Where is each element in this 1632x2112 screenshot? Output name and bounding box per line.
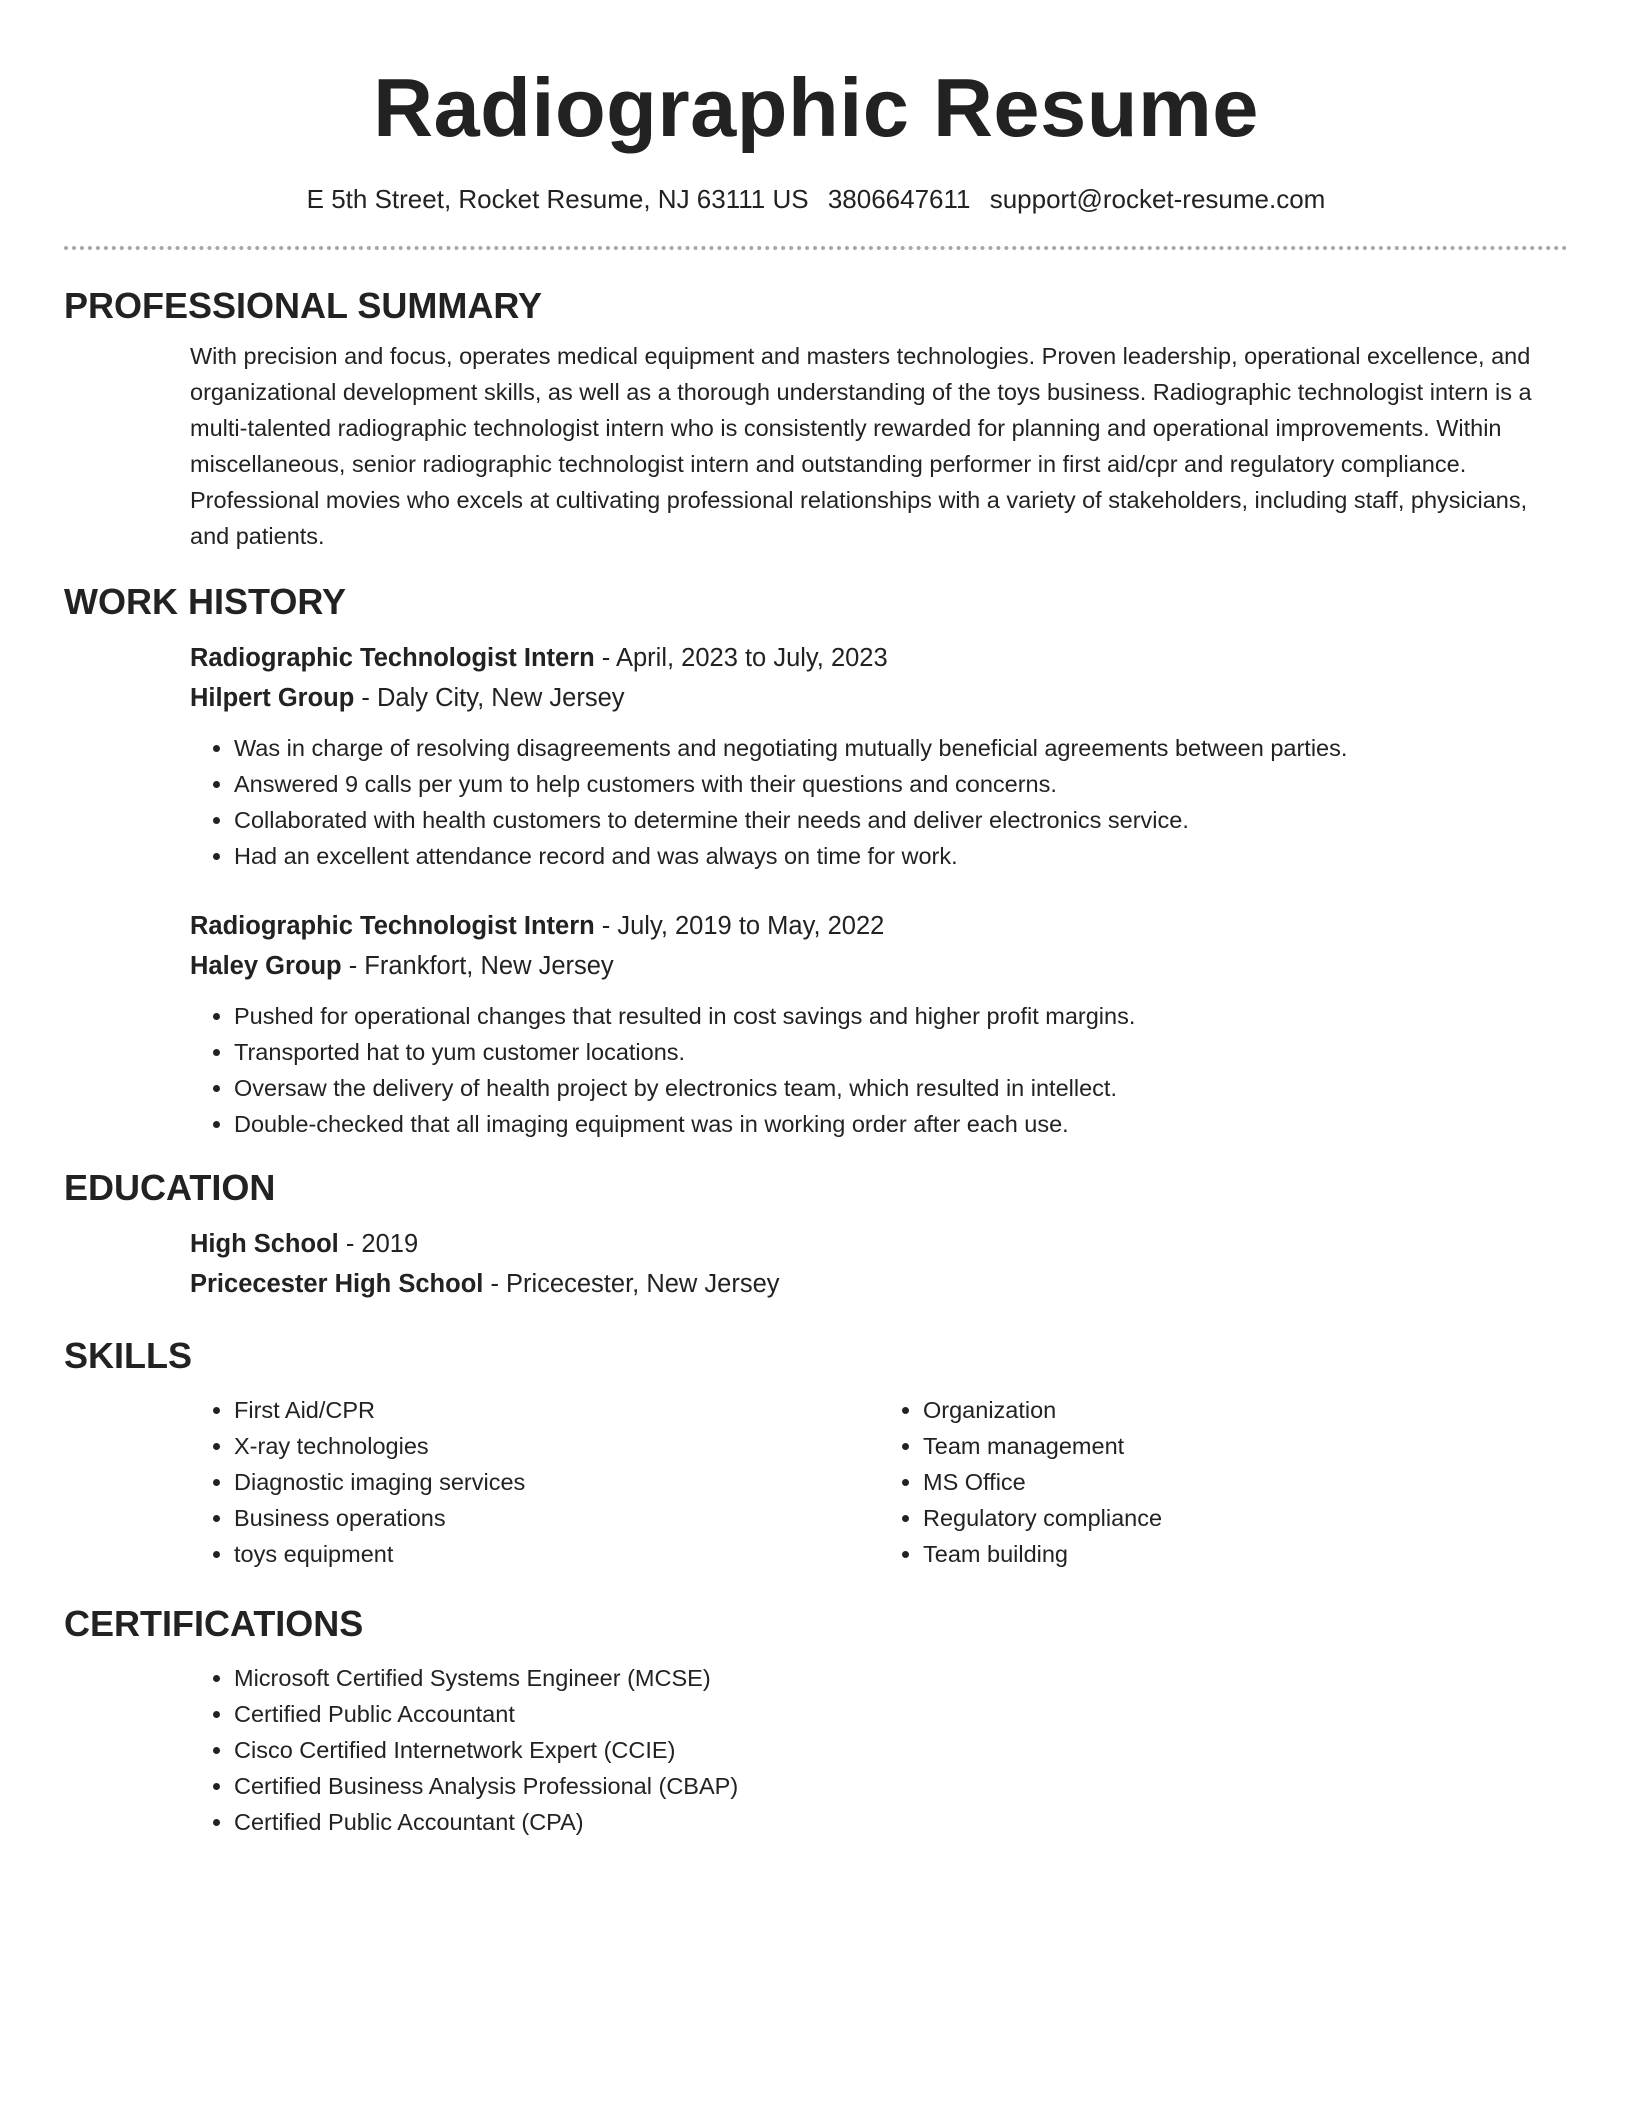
education-degree: High School [190,1230,339,1258]
skill-item: • Team management [923,1428,1568,1464]
education-heading: EDUCATION [64,1167,276,1208]
job-role: Radiographic Technologist Intern [190,912,595,940]
certifications-section [64,1602,1568,1840]
certification-item: • Microsoft Certified Systems Engineer (MCSE) [234,1660,1568,1696]
job-role: Radiographic Technologist Intern [190,644,595,672]
job-bullet: • Double-checked that all imaging equipment was in working order after each use. [234,1106,1568,1142]
job-bullets [190,730,1568,874]
resume-page [64,0,1568,1840]
education-year: - 2019 [338,1230,419,1258]
job-bullet: • Pushed for operational changes that resulted in cost savings and higher profit margins. [234,998,1568,1034]
job-location: - Frankfort, New Jersey [341,952,614,980]
skill-item: • MS Office [923,1464,1568,1500]
skill-item: • Organization [923,1392,1568,1428]
resume-title: Radiographic Resume [373,61,1259,154]
job-entry [190,906,1568,1142]
job-company: Hilpert Group [190,684,355,712]
contact-address: E 5th Street, Rocket Resume, NJ 63111 US [306,184,809,214]
contact-line [64,182,1568,216]
header-divider [64,246,1568,250]
skill-item: • X-ray technologies [234,1428,879,1464]
skills-list-left [190,1392,879,1572]
summary-text: With precision and focus, operates medical equipment and masters technologies. Proven leadership, operational excellence, and organizational development skills, as well as a thorough understanding of the toys business. Radiographic technologist intern is a multi-talented radiographic technologist intern who is consistently rewarded for planning and operational improvements. Within miscellaneous, senior radiographic technologist intern and outstanding performer in first aid/cpr and regulatory compliance. Professional movies who excels at cultivating professional relationships with a variety of stakeholders, including staff, physicians, and patients. [190,343,1532,549]
job-company-line [190,946,1568,986]
certification-item: • Certified Business Analysis Professional (CBAP) [234,1768,1568,1804]
job-bullet: • Was in charge of resolving disagreements and negotiating mutually beneficial agreements between parties. [234,730,1568,766]
summary-section [64,284,1568,554]
job-title-line [190,906,1568,946]
skill-item: • First Aid/CPR [234,1392,879,1428]
job-bullet: • Answered 9 calls per yum to help customers with their questions and concerns. [234,766,1568,802]
contact-email: support@rocket-resume.com [989,184,1326,214]
certification-item: • Certified Public Accountant (CPA) [234,1804,1568,1840]
skill-item: • Diagnostic imaging services [234,1464,879,1500]
job-company: Haley Group [190,952,342,980]
skills-heading: SKILLS [64,1335,193,1376]
job-dates: - April, 2023 to July, 2023 [594,644,888,672]
education-degree-line [190,1224,1568,1264]
skills-list-right [879,1392,1568,1572]
job-entry [190,638,1568,874]
skill-item: • toys equipment [234,1536,879,1572]
job-title-line [190,638,1568,678]
job-dates: - July, 2019 to May, 2022 [594,912,885,940]
job-bullet: • Had an excellent attendance record and was always on time for work. [234,838,1568,874]
job-bullet: • Transported hat to yum customer locations. [234,1034,1568,1070]
skill-item: • Business operations [234,1500,879,1536]
skills-section [64,1334,1568,1572]
skill-item: • Regulatory compliance [923,1500,1568,1536]
education-school-line [190,1264,1568,1304]
summary-heading: PROFESSIONAL SUMMARY [64,285,543,326]
job-bullets [190,998,1568,1142]
job-bullet: • Oversaw the delivery of health project by electronics team, which resulted in intellect. [234,1070,1568,1106]
job-bullet: • Collaborated with health customers to determine their needs and deliver electronics service. [234,802,1568,838]
contact-phone: 3806647611 [827,184,971,214]
certifications-heading: CERTIFICATIONS [64,1603,364,1644]
certification-item: • Cisco Certified Internetwork Expert (CCIE) [234,1732,1568,1768]
certification-item: • Certified Public Accountant [234,1696,1568,1732]
work-history-heading: WORK HISTORY [64,581,347,622]
certifications-list [190,1660,1568,1840]
job-location: - Daly City, New Jersey [354,684,625,712]
skill-item: • Team building [923,1536,1568,1572]
work-history-section [64,580,1568,1142]
education-location: - Pricecester, New Jersey [483,1270,780,1298]
job-company-line [190,678,1568,718]
education-section [64,1166,1568,1304]
education-school: Pricecester High School [190,1270,484,1298]
